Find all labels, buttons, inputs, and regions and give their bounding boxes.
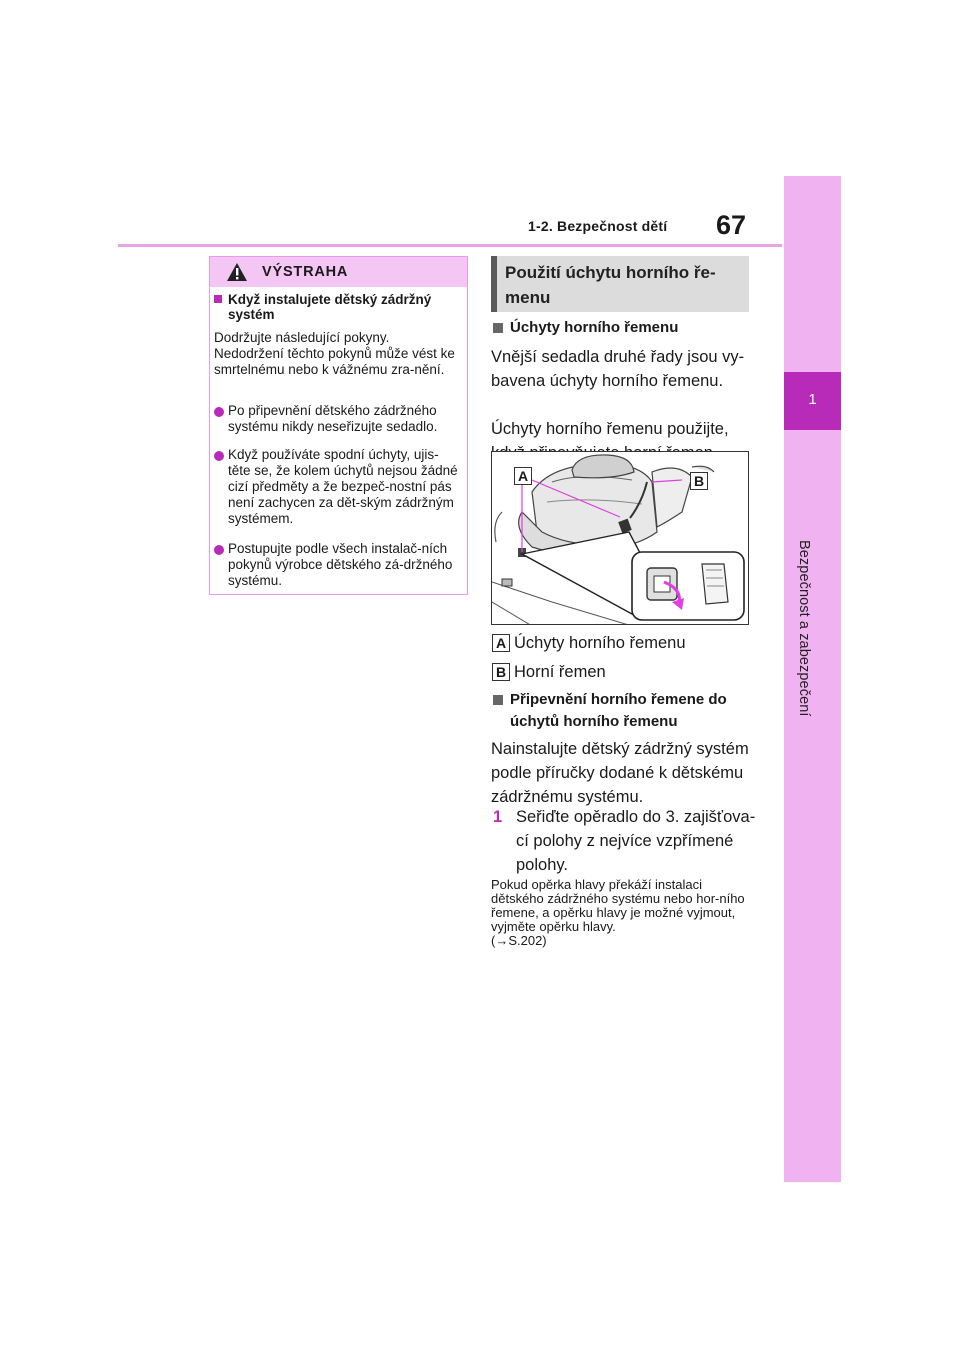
legend-text-b: Horní řemen <box>514 663 606 681</box>
warning-intro: Dodržujte následující pokyny. Nedodržení těchto pokynů může vést ke smrtelnému nebo k vážnému zra-nění. <box>214 330 455 377</box>
legend-text-a: Úchyty horního řemenu <box>514 634 686 652</box>
chapter-number: 1 <box>808 391 817 408</box>
page-reference-link[interactable]: (→S.202) <box>491 933 547 948</box>
note <box>491 878 749 948</box>
figure-label-b: B <box>690 472 708 490</box>
header-rule <box>118 244 782 247</box>
square-bullet-icon <box>493 695 503 705</box>
subheading: Připevnění horního řemene do úchytů horního řemenu <box>510 691 727 730</box>
square-bullet-icon <box>214 295 222 303</box>
warning-bullet: Postupujte podle všech instalač-ních pokynů výrobce dětského zá-držného systému. <box>228 541 453 588</box>
paragraph: Úchyty horního řemenu použijte, <box>491 420 729 438</box>
square-bullet-icon <box>493 323 503 333</box>
chapter-label: Bezpečnost a zabezpečení <box>796 540 812 717</box>
warning-bullet: Když používáte spodní úchyty, ujis-těte se, že kolem úchytů nejsou žádné cizí předměty a že bezpeč-nostní pás není zachycen za dět-ským zádržným systémem. <box>228 447 458 526</box>
warning-bullet: Po připevnění dětského zádržného systému nikdy neseřizujte sedadlo. <box>228 403 438 434</box>
warning-subtitle: Když instalujete dětský zádržný systém <box>228 292 432 322</box>
round-bullet-icon <box>214 451 224 461</box>
paragraph: Nainstalujte dětský zádržný systém podle příručky dodané k dětskému zádržnému systému. <box>491 740 749 806</box>
note-text: Pokud opěrka hlavy překáží instalaci dětského zádržného systému nebo hor-ního řemene, a opěrku hlavy je možné vyjmout, vyjměte opěrku hlavy. <box>491 877 745 934</box>
round-bullet-icon <box>214 545 224 555</box>
section-heading-bar <box>491 256 497 312</box>
page-number: 67 <box>716 210 747 240</box>
warning-title: VÝSTRAHA <box>262 264 349 280</box>
figure-label-a: A <box>514 467 532 485</box>
paragraph: Vnější sedadla druhé řady jsou vy-bavena úchyty horního řemenu. <box>491 348 745 390</box>
tether-anchor-figure <box>491 451 749 625</box>
step-text: Seřiďte opěradlo do 3. zajišťova-cí polohy z nejvíce vzpřímené polohy. <box>516 808 756 874</box>
section-heading: Použití úchytu horního ře-menu <box>505 263 716 307</box>
chapter-side-tab <box>784 176 841 1182</box>
section-header: 1-2. Bezpečnost dětí <box>528 218 668 234</box>
legend-key-b: B <box>492 663 510 681</box>
legend-key-a: A <box>492 634 510 652</box>
subheading: Úchyty horního řemenu <box>510 319 679 336</box>
round-bullet-icon <box>214 407 224 417</box>
warning-triangle-icon <box>226 262 248 282</box>
step-number: 1 <box>493 808 503 826</box>
